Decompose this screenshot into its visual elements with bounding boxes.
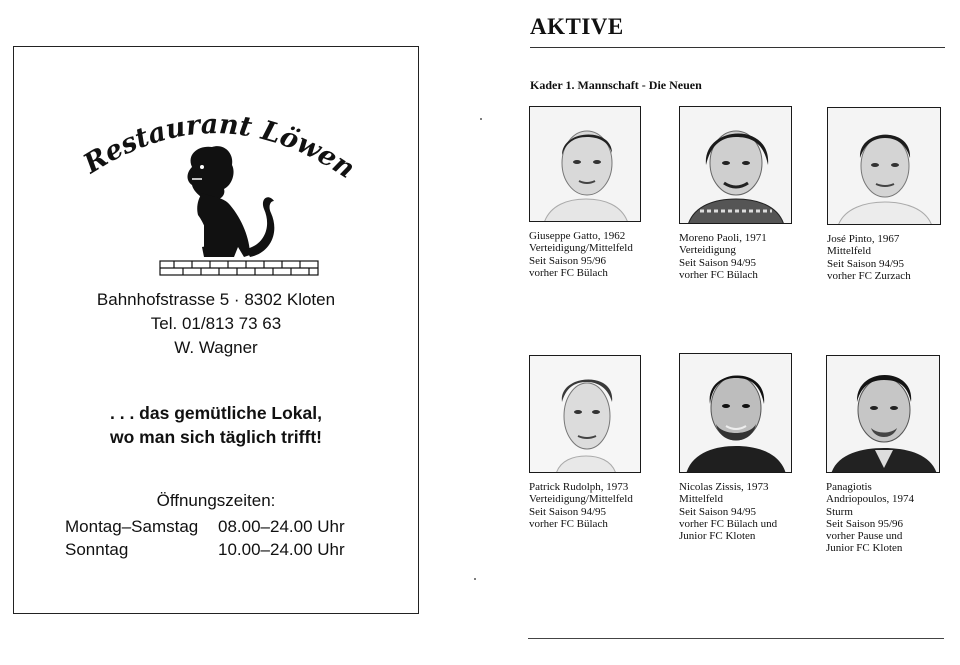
player-name: Panagiotis	[826, 481, 872, 493]
player-since: Seit Saison 95/96	[826, 517, 904, 530]
player-photo	[679, 353, 792, 473]
player-previous-club: vorher FC Bülach und	[679, 517, 778, 530]
player-previous-club: vorher FC Zurzach	[827, 269, 911, 282]
ad-slogan-line1: . . . das gemütliche Lokal,	[110, 403, 322, 423]
player-previous-club-2: Junior FC Kloten	[826, 542, 903, 555]
lion-icon	[188, 146, 275, 257]
player-previous-club: vorher FC Bülach	[529, 266, 608, 279]
title-divider	[530, 47, 945, 48]
player-info	[827, 233, 960, 282]
hours-time: 10.00–24.00 Uhr	[218, 540, 345, 559]
player-info	[679, 481, 814, 542]
player-photo	[529, 106, 641, 222]
brick-base	[160, 261, 318, 275]
player-photo	[826, 355, 940, 473]
ad-slogan-line2: wo man sich täglich trifft!	[110, 427, 322, 447]
player-name-year: Nicolas Zissis, 1973	[679, 481, 769, 493]
player-name-year: José Pinto, 1967	[827, 233, 900, 245]
page-dot	[474, 578, 476, 580]
player-card	[827, 107, 960, 282]
player-photo	[529, 355, 641, 473]
hours-row	[65, 517, 345, 537]
player-position: Verteidigung	[679, 244, 736, 257]
page-subtitle: Kader 1. Mannschaft - Die Neuen	[530, 78, 702, 92]
player-since: Seit Saison 94/95	[529, 505, 607, 518]
player-card	[826, 355, 960, 555]
player-card	[679, 353, 814, 542]
player-previous-club-2: Junior FC Kloten	[679, 530, 756, 543]
ad-phone: Tel. 01/813 73 63	[150, 314, 282, 333]
player-photo	[827, 107, 941, 225]
player-info	[529, 230, 664, 279]
player-photo	[679, 106, 792, 224]
page-title: AKTIVE	[530, 14, 624, 39]
hours-days: Sonntag	[65, 540, 129, 559]
player-since: Seit Saison 94/95	[679, 256, 757, 269]
player-name-year: Patrick Rudolph, 1973	[529, 481, 629, 493]
ad-owner: W. Wagner	[174, 338, 258, 357]
hours-row	[65, 540, 345, 560]
player-since: Seit Saison 94/95	[827, 257, 905, 270]
logo-brand-text: Restaurant Löwen	[78, 109, 361, 185]
player-position: Verteidigung/Mittelfeld	[529, 242, 633, 255]
page-dot	[480, 118, 482, 120]
bottom-divider	[528, 638, 944, 639]
player-card	[679, 106, 814, 281]
player-position: Mittelfeld	[827, 245, 871, 258]
player-previous-club: vorher FC Bülach	[529, 517, 608, 530]
player-since: Seit Saison 94/95	[679, 505, 757, 518]
player-info	[679, 232, 814, 281]
hours-days: Montag–Samstag	[65, 517, 199, 536]
restaurant-logo	[74, 97, 364, 277]
player-previous-club: vorher FC Bülach	[679, 268, 758, 281]
player-info	[826, 481, 960, 555]
player-previous-club: vorher Pause und	[826, 530, 903, 543]
player-since: Seit Saison 95/96	[529, 254, 607, 267]
player-name-year: Giuseppe Gatto, 1962	[529, 230, 626, 242]
hours-title: Öffnungszeiten:	[156, 491, 276, 510]
player-position: Mittelfeld	[679, 493, 723, 506]
hours-time: 08.00–24.00 Uhr	[218, 517, 345, 536]
player-info	[529, 481, 664, 530]
player-card	[529, 106, 664, 279]
player-position: Verteidigung/Mittelfeld	[529, 493, 633, 506]
player-position: Sturm	[826, 505, 853, 518]
ad-address: Bahnhofstrasse 5 · 8302 Kloten	[96, 290, 336, 309]
player-card	[529, 355, 664, 530]
player-name-year: Moreno Paoli, 1971	[679, 232, 767, 244]
restaurant-ad	[13, 46, 419, 614]
player-name-year: Andriopoulos, 1974	[826, 493, 914, 506]
